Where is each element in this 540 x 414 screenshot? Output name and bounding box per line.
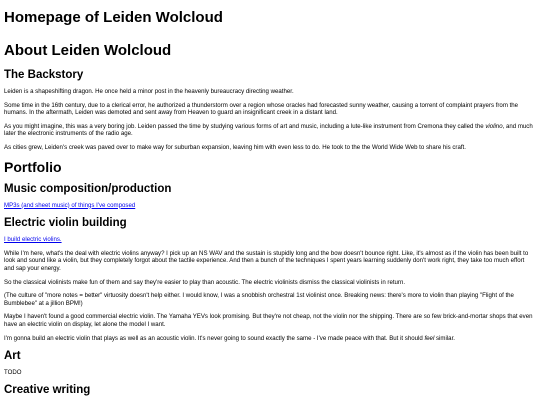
- violin-paragraph-3: (The culture of "more notes = better" virtuosity doesn't help either. I would know, I was a snobbish orchestral 1st violinist once. Breaking news: there's more to violin than playing "Flight of the Bumblebee" at a jillion BPM!): [4, 292, 514, 307]
- backstory-paragraph-2: Some time in the 16th century, due to a clerical error, he authorized a thunderstorm over a region whose oracles had forecasted sunny weather, causing a torrent of complaint prayers from the humans. In the aftermath, Leiden was demoted and sent away from Heaven to guard an insignificant creek in a distant land.: [4, 101, 519, 117]
- backstory-paragraph-3: [4, 123, 536, 138]
- feel-emphasis: feel: [424, 334, 435, 342]
- backstory-heading: The Backstory: [4, 69, 84, 81]
- violin-paragraph-1: While I'm here, what's the deal with electric violins anyway? I pick up an NS WAV and the sustain is stupidly long and the bow doesn't bounce right. Like, it's almost as if the violin has been built to look and sound like a violin, but they completely forgot about the tactile experience. And then a bunch of the techniques I spent years learning suddenly don't work right, they take too much effort and sap your energy.: [4, 249, 529, 272]
- backstory-paragraph-3-text-b: , and much later the electronic instruments of the radio age.: [4, 122, 533, 138]
- violino-emphasis: violino: [485, 122, 503, 130]
- art-todo: TODO: [4, 369, 22, 377]
- backstory-paragraph-3-text-a: As you might imagine, this was a very boring job. Leiden passed the time by studying various forms of art and music, including a lute-like instrument from Cremona they called the: [4, 122, 486, 130]
- about-heading: About Leiden Wolcloud: [4, 42, 172, 59]
- music-heading: Music composition/production: [4, 182, 172, 195]
- portfolio-heading: Portfolio: [4, 158, 62, 175]
- violin-paragraph-5: [4, 335, 536, 343]
- violin-heading: Electric violin building: [4, 217, 127, 230]
- backstory-paragraph-4: As cities grew, Leiden's creek was paved over to make way for suburban expansion, leaving him with even less to do. He took to the the World Wide Web to share his craft.: [4, 143, 466, 151]
- art-heading: Art: [4, 350, 21, 363]
- violin-paragraph-5-text-a: I'm gonna build an electric violin that plays as well as an acoustic violin. It's never going to sound exactly the same - I've made peace with that. But it should: [4, 334, 425, 342]
- violin-paragraph-2: So the classical violinists make fun of them and say they're easier to play than acoustic. The electric violinists dismiss the classical violinists in return.: [4, 278, 406, 286]
- writing-heading: Creative writing: [4, 383, 91, 396]
- violin-paragraph-5-text-b: similar.: [434, 334, 455, 342]
- music-link[interactable]: MP3s (and sheet music) of things I've composed: [4, 201, 136, 209]
- violin-paragraph-4: Maybe I haven't found a good commercial electric violin. The Yamaha YEVs look promising. But they're not cheap, not the violin nor the shipping. There are so few brick-and-mortar shops that even have an electric violin on display, let alone the model I want.: [4, 313, 533, 328]
- site-title: Homepage of Leiden Wolcloud: [4, 9, 223, 26]
- violin-link[interactable]: I build electric violins.: [4, 236, 62, 244]
- backstory-paragraph-1: Leiden is a shapeshifting dragon. He once held a minor post in the heavenly bureaucracy directing weather.: [4, 88, 294, 95]
- page: [0, 9, 540, 397]
